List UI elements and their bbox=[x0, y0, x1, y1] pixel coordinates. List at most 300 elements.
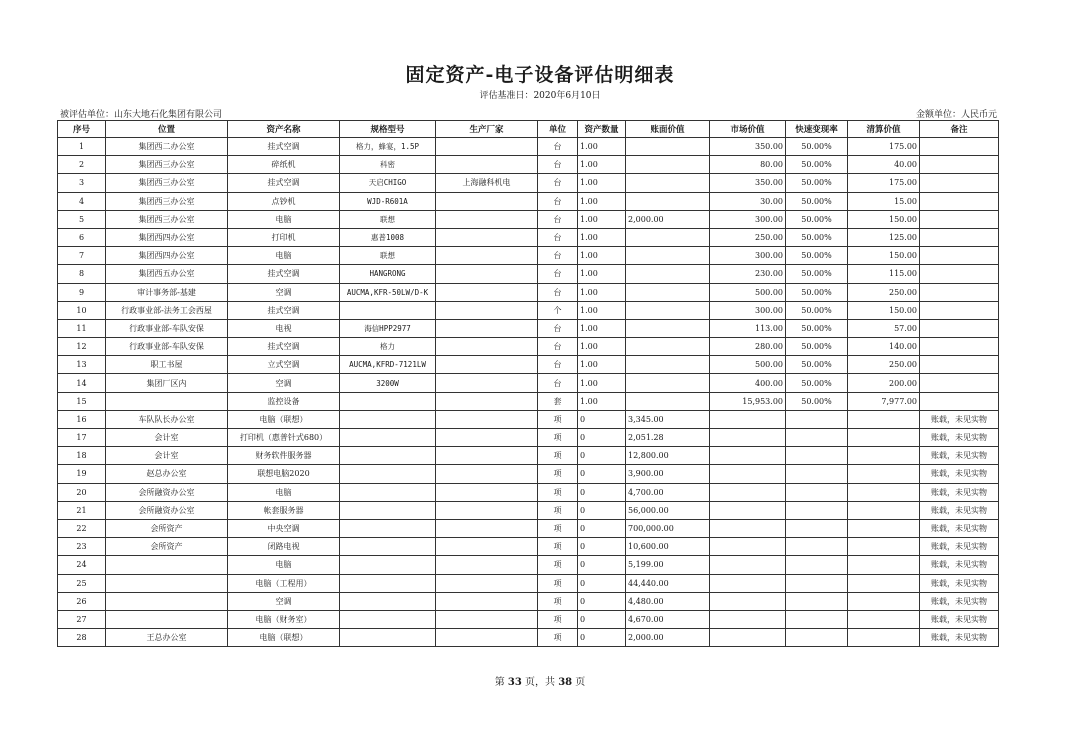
row-number: 16 bbox=[58, 410, 106, 428]
book-value-cell: 3,345.00 bbox=[626, 410, 710, 428]
location-cell: 赵总办公室 bbox=[106, 465, 228, 483]
liquidation-value-cell bbox=[848, 519, 920, 537]
market-value-cell bbox=[710, 629, 786, 647]
row-number: 15 bbox=[58, 392, 106, 410]
market-value-cell: 400.00 bbox=[710, 374, 786, 392]
liquidation-value-cell: 15.00 bbox=[848, 192, 920, 210]
remark-cell: 账载，未见实物 bbox=[920, 629, 999, 647]
row-number: 9 bbox=[58, 283, 106, 301]
book-value-cell bbox=[626, 301, 710, 319]
asset-name-cell: 电脑（工程用） bbox=[228, 574, 340, 592]
asset-name-cell: 立式空调 bbox=[228, 356, 340, 374]
remark-cell bbox=[920, 210, 999, 228]
row-number: 22 bbox=[58, 519, 106, 537]
location-cell: 职工书屋 bbox=[106, 356, 228, 374]
manufacturer-cell bbox=[436, 410, 538, 428]
unit-cell: 项 bbox=[538, 501, 578, 519]
location-cell: 会所资产 bbox=[106, 519, 228, 537]
quantity-cell: 1.00 bbox=[578, 301, 626, 319]
market-value-cell bbox=[710, 574, 786, 592]
market-value-cell: 300.00 bbox=[710, 247, 786, 265]
remark-cell: 账载，未见实物 bbox=[920, 447, 999, 465]
liquidation-value-cell: 175.00 bbox=[848, 138, 920, 156]
market-value-cell bbox=[710, 465, 786, 483]
table-row bbox=[58, 283, 999, 301]
manufacturer-cell bbox=[436, 228, 538, 246]
market-value-cell bbox=[710, 410, 786, 428]
quantity-cell: 1.00 bbox=[578, 138, 626, 156]
manufacturer-cell bbox=[436, 538, 538, 556]
location-cell: 会所融资办公室 bbox=[106, 483, 228, 501]
table-row bbox=[58, 210, 999, 228]
quantity-cell: 1.00 bbox=[578, 265, 626, 283]
quantity-cell: 0 bbox=[578, 410, 626, 428]
liquidation-value-cell: 7,977.00 bbox=[848, 392, 920, 410]
asset-name-cell: 电脑（财务室） bbox=[228, 610, 340, 628]
quantity-cell: 1.00 bbox=[578, 374, 626, 392]
liquidation-rate-cell: 50.00% bbox=[786, 265, 848, 283]
book-value-cell bbox=[626, 228, 710, 246]
liquidation-rate-cell bbox=[786, 465, 848, 483]
unit-cell: 项 bbox=[538, 610, 578, 628]
book-value-cell: 2,000.00 bbox=[626, 210, 710, 228]
model-cell bbox=[340, 429, 436, 447]
location-cell: 集团西三办公室 bbox=[106, 192, 228, 210]
liquidation-rate-cell bbox=[786, 629, 848, 647]
remark-cell: 账载，未见实物 bbox=[920, 538, 999, 556]
liquidation-value-cell bbox=[848, 501, 920, 519]
model-cell bbox=[340, 465, 436, 483]
manufacturer-cell bbox=[436, 265, 538, 283]
quantity-cell: 0 bbox=[578, 629, 626, 647]
liquidation-rate-cell: 50.00% bbox=[786, 319, 848, 337]
asset-name-cell: 打印机（惠普针式680） bbox=[228, 429, 340, 447]
asset-name-cell: 挂式空调 bbox=[228, 174, 340, 192]
model-cell bbox=[340, 410, 436, 428]
page-footer bbox=[0, 673, 1080, 688]
liquidation-rate-cell bbox=[786, 410, 848, 428]
base-date: 评估基准日：2020年6月10日 bbox=[479, 91, 601, 101]
model-cell: 科密 bbox=[340, 156, 436, 174]
table-row bbox=[58, 192, 999, 210]
market-value-cell bbox=[710, 592, 786, 610]
unit-cell: 项 bbox=[538, 429, 578, 447]
liquidation-rate-cell bbox=[786, 501, 848, 519]
column-header: 账面价值 bbox=[626, 121, 710, 138]
table-row bbox=[58, 138, 999, 156]
row-number: 14 bbox=[58, 374, 106, 392]
market-value-cell bbox=[710, 447, 786, 465]
manufacturer-cell bbox=[436, 392, 538, 410]
asset-name-cell: 电脑 bbox=[228, 247, 340, 265]
manufacturer-cell bbox=[436, 356, 538, 374]
table-row bbox=[58, 356, 999, 374]
book-value-cell bbox=[626, 138, 710, 156]
location-cell bbox=[106, 610, 228, 628]
liquidation-rate-cell: 50.00% bbox=[786, 338, 848, 356]
manufacturer-cell: 上海融科机电 bbox=[436, 174, 538, 192]
column-header: 市场价值 bbox=[710, 121, 786, 138]
currency-unit: 金额单位：人民币元 bbox=[915, 110, 997, 120]
location-cell: 集团西四办公室 bbox=[106, 247, 228, 265]
liquidation-value-cell bbox=[848, 574, 920, 592]
quantity-cell: 1.00 bbox=[578, 156, 626, 174]
liquidation-value-cell: 175.00 bbox=[848, 174, 920, 192]
column-header: 规格型号 bbox=[340, 121, 436, 138]
table-header-row bbox=[58, 121, 999, 138]
location-cell bbox=[106, 574, 228, 592]
liquidation-value-cell bbox=[848, 592, 920, 610]
row-number: 19 bbox=[58, 465, 106, 483]
remark-cell bbox=[920, 356, 999, 374]
asset-name-cell: 空调 bbox=[228, 374, 340, 392]
location-cell bbox=[106, 556, 228, 574]
remark-cell bbox=[920, 319, 999, 337]
column-header: 备注 bbox=[920, 121, 999, 138]
unit-cell: 台 bbox=[538, 283, 578, 301]
liquidation-rate-cell: 50.00% bbox=[786, 247, 848, 265]
table-row bbox=[58, 610, 999, 628]
unit-cell: 台 bbox=[538, 210, 578, 228]
table-row bbox=[58, 501, 999, 519]
remark-cell: 账载，未见实物 bbox=[920, 465, 999, 483]
row-number: 5 bbox=[58, 210, 106, 228]
market-value-cell: 350.00 bbox=[710, 174, 786, 192]
location-cell bbox=[106, 592, 228, 610]
book-value-cell: 44,440.00 bbox=[626, 574, 710, 592]
row-number: 10 bbox=[58, 301, 106, 319]
unit-cell: 项 bbox=[538, 519, 578, 537]
asset-name-cell: 电脑 bbox=[228, 210, 340, 228]
book-value-cell bbox=[626, 319, 710, 337]
liquidation-rate-cell bbox=[786, 538, 848, 556]
model-cell bbox=[340, 556, 436, 574]
market-value-cell: 500.00 bbox=[710, 356, 786, 374]
market-value-cell: 80.00 bbox=[710, 156, 786, 174]
table-row bbox=[58, 374, 999, 392]
liquidation-value-cell bbox=[848, 629, 920, 647]
liquidation-value-cell: 200.00 bbox=[848, 374, 920, 392]
market-value-cell: 280.00 bbox=[710, 338, 786, 356]
market-value-cell: 300.00 bbox=[710, 210, 786, 228]
liquidation-rate-cell bbox=[786, 429, 848, 447]
quantity-cell: 0 bbox=[578, 447, 626, 465]
quantity-cell: 1.00 bbox=[578, 356, 626, 374]
asset-name-cell: 挂式空调 bbox=[228, 138, 340, 156]
table-row bbox=[58, 156, 999, 174]
column-header: 位置 bbox=[106, 121, 228, 138]
liquidation-rate-cell: 50.00% bbox=[786, 392, 848, 410]
page-total: 38 bbox=[558, 677, 573, 688]
book-value-cell: 56,000.00 bbox=[626, 501, 710, 519]
liquidation-rate-cell bbox=[786, 483, 848, 501]
remark-cell bbox=[920, 192, 999, 210]
remark-cell: 账载，未见实物 bbox=[920, 410, 999, 428]
location-cell: 会计室 bbox=[106, 429, 228, 447]
asset-name-cell: 电脑（联想） bbox=[228, 410, 340, 428]
asset-name-cell: 财务软件服务器 bbox=[228, 447, 340, 465]
location-cell: 会所融资办公室 bbox=[106, 501, 228, 519]
location-cell: 集团西五办公室 bbox=[106, 265, 228, 283]
table-row bbox=[58, 301, 999, 319]
asset-name-cell: 电脑（联想） bbox=[228, 629, 340, 647]
model-cell bbox=[340, 501, 436, 519]
model-cell: 联想 bbox=[340, 247, 436, 265]
quantity-cell: 0 bbox=[578, 556, 626, 574]
row-number: 8 bbox=[58, 265, 106, 283]
manufacturer-cell bbox=[436, 374, 538, 392]
liquidation-rate-cell: 50.00% bbox=[786, 156, 848, 174]
location-cell: 集团西三办公室 bbox=[106, 156, 228, 174]
market-value-cell bbox=[710, 556, 786, 574]
liquidation-rate-cell: 50.00% bbox=[786, 174, 848, 192]
model-cell: 联想 bbox=[340, 210, 436, 228]
model-cell bbox=[340, 447, 436, 465]
quantity-cell: 0 bbox=[578, 610, 626, 628]
manufacturer-cell bbox=[436, 338, 538, 356]
row-number: 12 bbox=[58, 338, 106, 356]
model-cell bbox=[340, 574, 436, 592]
unit-cell: 个 bbox=[538, 301, 578, 319]
table-row bbox=[58, 410, 999, 428]
location-cell: 集团西二办公室 bbox=[106, 138, 228, 156]
row-number: 21 bbox=[58, 501, 106, 519]
model-cell: 惠普1008 bbox=[340, 228, 436, 246]
remark-cell: 账载，未见实物 bbox=[920, 556, 999, 574]
liquidation-rate-cell: 50.00% bbox=[786, 374, 848, 392]
manufacturer-cell bbox=[436, 556, 538, 574]
asset-name-cell: 电视 bbox=[228, 319, 340, 337]
unit-cell: 台 bbox=[538, 356, 578, 374]
quantity-cell: 0 bbox=[578, 465, 626, 483]
column-header: 快速变现率 bbox=[786, 121, 848, 138]
row-number: 26 bbox=[58, 592, 106, 610]
remark-cell: 账载，未见实物 bbox=[920, 483, 999, 501]
table-row bbox=[58, 392, 999, 410]
quantity-cell: 1.00 bbox=[578, 283, 626, 301]
quantity-cell: 0 bbox=[578, 429, 626, 447]
quantity-cell: 0 bbox=[578, 501, 626, 519]
unit-cell: 台 bbox=[538, 247, 578, 265]
liquidation-rate-cell bbox=[786, 519, 848, 537]
asset-name-cell: 闭路电视 bbox=[228, 538, 340, 556]
row-number: 1 bbox=[58, 138, 106, 156]
quantity-cell: 1.00 bbox=[578, 247, 626, 265]
table-row bbox=[58, 629, 999, 647]
row-number: 20 bbox=[58, 483, 106, 501]
remark-cell: 账载，未见实物 bbox=[920, 501, 999, 519]
table-row bbox=[58, 556, 999, 574]
liquidation-value-cell: 140.00 bbox=[848, 338, 920, 356]
asset-name-cell: 打印机 bbox=[228, 228, 340, 246]
liquidation-value-cell: 150.00 bbox=[848, 247, 920, 265]
remark-cell bbox=[920, 392, 999, 410]
book-value-cell: 4,480.00 bbox=[626, 592, 710, 610]
unit-cell: 台 bbox=[538, 192, 578, 210]
book-value-cell bbox=[626, 247, 710, 265]
manufacturer-cell bbox=[436, 574, 538, 592]
manufacturer-cell bbox=[436, 592, 538, 610]
quantity-cell: 1.00 bbox=[578, 192, 626, 210]
unit-cell: 项 bbox=[538, 465, 578, 483]
column-header: 生产厂家 bbox=[436, 121, 538, 138]
liquidation-rate-cell: 50.00% bbox=[786, 138, 848, 156]
liquidation-rate-cell: 50.00% bbox=[786, 210, 848, 228]
location-cell: 集团厂区内 bbox=[106, 374, 228, 392]
remark-cell bbox=[920, 265, 999, 283]
location-cell: 会计室 bbox=[106, 447, 228, 465]
model-cell: AUCMA,KFRD-7121LW bbox=[340, 356, 436, 374]
remark-cell bbox=[920, 138, 999, 156]
unit-cell: 台 bbox=[538, 265, 578, 283]
location-cell: 集团西四办公室 bbox=[106, 228, 228, 246]
model-cell: 天启CHIGO bbox=[340, 174, 436, 192]
remark-cell bbox=[920, 247, 999, 265]
manufacturer-cell bbox=[436, 247, 538, 265]
column-header: 资产名称 bbox=[228, 121, 340, 138]
book-value-cell: 2,000.00 bbox=[626, 629, 710, 647]
liquidation-rate-cell bbox=[786, 556, 848, 574]
liquidation-value-cell bbox=[848, 447, 920, 465]
book-value-cell bbox=[626, 174, 710, 192]
liquidation-rate-cell: 50.00% bbox=[786, 301, 848, 319]
book-value-cell: 4,700.00 bbox=[626, 483, 710, 501]
table-row bbox=[58, 592, 999, 610]
table-row bbox=[58, 174, 999, 192]
location-cell: 集团西三办公室 bbox=[106, 210, 228, 228]
quantity-cell: 1.00 bbox=[578, 392, 626, 410]
footer-middle: 页，共 bbox=[525, 677, 555, 688]
table-row bbox=[58, 447, 999, 465]
unit-cell: 项 bbox=[538, 592, 578, 610]
model-cell bbox=[340, 610, 436, 628]
remark-cell bbox=[920, 228, 999, 246]
location-cell: 车队队长办公室 bbox=[106, 410, 228, 428]
row-number: 6 bbox=[58, 228, 106, 246]
manufacturer-cell bbox=[436, 629, 538, 647]
remark-cell: 账载，未见实物 bbox=[920, 519, 999, 537]
location-cell: 行政事业部-车队安保 bbox=[106, 319, 228, 337]
table-row bbox=[58, 265, 999, 283]
unit-cell: 套 bbox=[538, 392, 578, 410]
market-value-cell bbox=[710, 610, 786, 628]
manufacturer-cell bbox=[436, 192, 538, 210]
book-value-cell bbox=[626, 338, 710, 356]
market-value-cell bbox=[710, 538, 786, 556]
remark-cell bbox=[920, 156, 999, 174]
market-value-cell: 15,953.00 bbox=[710, 392, 786, 410]
liquidation-value-cell bbox=[848, 556, 920, 574]
book-value-cell bbox=[626, 356, 710, 374]
book-value-cell: 700,000.00 bbox=[626, 519, 710, 537]
quantity-cell: 0 bbox=[578, 538, 626, 556]
location-cell: 集团西三办公室 bbox=[106, 174, 228, 192]
model-cell bbox=[340, 592, 436, 610]
model-cell bbox=[340, 483, 436, 501]
table-row bbox=[58, 483, 999, 501]
market-value-cell bbox=[710, 429, 786, 447]
model-cell bbox=[340, 392, 436, 410]
location-cell: 会所资产 bbox=[106, 538, 228, 556]
liquidation-value-cell: 150.00 bbox=[848, 301, 920, 319]
table-row bbox=[58, 228, 999, 246]
unit-cell: 项 bbox=[538, 410, 578, 428]
quantity-cell: 0 bbox=[578, 592, 626, 610]
asset-name-cell: 电脑 bbox=[228, 483, 340, 501]
row-number: 18 bbox=[58, 447, 106, 465]
manufacturer-cell bbox=[436, 319, 538, 337]
appraised-unit: 被评估单位：山东大地石化集团有限公司 bbox=[60, 110, 223, 120]
book-value-cell bbox=[626, 392, 710, 410]
model-cell: 3200W bbox=[340, 374, 436, 392]
table-body bbox=[58, 138, 999, 647]
asset-name-cell: 监控设备 bbox=[228, 392, 340, 410]
quantity-cell: 1.00 bbox=[578, 338, 626, 356]
book-value-cell: 10,600.00 bbox=[626, 538, 710, 556]
liquidation-rate-cell bbox=[786, 610, 848, 628]
unit-cell: 项 bbox=[538, 556, 578, 574]
market-value-cell: 350.00 bbox=[710, 138, 786, 156]
unit-cell: 项 bbox=[538, 629, 578, 647]
asset-name-cell: 点钞机 bbox=[228, 192, 340, 210]
book-value-cell bbox=[626, 156, 710, 174]
row-number: 23 bbox=[58, 538, 106, 556]
location-cell bbox=[106, 392, 228, 410]
manufacturer-cell bbox=[436, 301, 538, 319]
liquidation-value-cell bbox=[848, 410, 920, 428]
market-value-cell: 30.00 bbox=[710, 192, 786, 210]
liquidation-value-cell bbox=[848, 538, 920, 556]
remark-cell bbox=[920, 338, 999, 356]
row-number: 27 bbox=[58, 610, 106, 628]
quantity-cell: 1.00 bbox=[578, 319, 626, 337]
manufacturer-cell bbox=[436, 429, 538, 447]
asset-name-cell: 帐套服务器 bbox=[228, 501, 340, 519]
liquidation-rate-cell: 50.00% bbox=[786, 356, 848, 374]
model-cell bbox=[340, 519, 436, 537]
row-number: 3 bbox=[58, 174, 106, 192]
column-header: 资产数量 bbox=[578, 121, 626, 138]
liquidation-rate-cell bbox=[786, 574, 848, 592]
asset-name-cell: 挂式空调 bbox=[228, 338, 340, 356]
manufacturer-cell bbox=[436, 156, 538, 174]
asset-name-cell: 电脑 bbox=[228, 556, 340, 574]
book-value-cell bbox=[626, 192, 710, 210]
row-number: 28 bbox=[58, 629, 106, 647]
page-number: 33 bbox=[507, 677, 522, 688]
liquidation-rate-cell bbox=[786, 592, 848, 610]
manufacturer-cell bbox=[436, 283, 538, 301]
table-row bbox=[58, 465, 999, 483]
market-value-cell: 500.00 bbox=[710, 283, 786, 301]
manufacturer-cell bbox=[436, 447, 538, 465]
asset-name-cell: 联想电脑2020 bbox=[228, 465, 340, 483]
quantity-cell: 0 bbox=[578, 519, 626, 537]
asset-name-cell: 挂式空调 bbox=[228, 301, 340, 319]
row-number: 7 bbox=[58, 247, 106, 265]
asset-name-cell: 空调 bbox=[228, 592, 340, 610]
asset-name-cell: 碎纸机 bbox=[228, 156, 340, 174]
manufacturer-cell bbox=[436, 501, 538, 519]
asset-name-cell: 中央空调 bbox=[228, 519, 340, 537]
page-title: 固定资产-电子设备评估明细表 bbox=[405, 64, 675, 86]
liquidation-rate-cell: 50.00% bbox=[786, 228, 848, 246]
manufacturer-cell bbox=[436, 519, 538, 537]
model-cell bbox=[340, 301, 436, 319]
model-cell: WJD-R601A bbox=[340, 192, 436, 210]
liquidation-rate-cell bbox=[786, 447, 848, 465]
manufacturer-cell bbox=[436, 610, 538, 628]
